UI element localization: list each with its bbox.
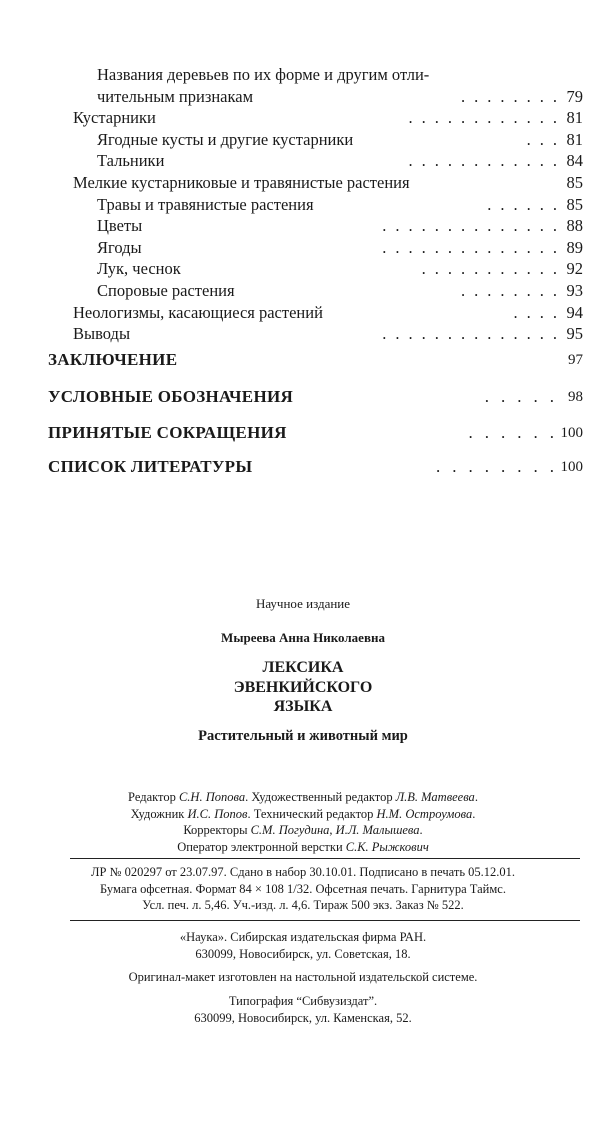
toc-entry-title: Выводы [73, 324, 131, 344]
person-name: Л.В. Матвеева [395, 790, 475, 804]
role-label: . [419, 823, 423, 837]
role-label: Корректоры [183, 823, 251, 837]
toc-entry-title: Цветы [97, 216, 143, 236]
dot-leader: .............. [382, 216, 566, 236]
book-title [0, 658, 606, 717]
divider [70, 858, 580, 859]
dot-leader: ........ [436, 457, 566, 476]
tech-line: ЛР № 020297 от 23.07.97. Сдано в набор 30.10.01. Подписано в печать 05.12.01. [90, 865, 516, 879]
toc-entry [0, 280, 606, 302]
role-label: Художник [130, 806, 188, 821]
toc-entry-title: Мелкие кустарниковые и травянистые растения [73, 172, 410, 192]
toc-page-number: 79 [566, 86, 583, 106]
publisher [0, 929, 606, 962]
toc-page-number: 85 [566, 194, 583, 214]
person-name: С.М. Погудина [250, 823, 330, 837]
toc-entry-title: Тальники [97, 151, 165, 171]
toc-page-number: 81 [566, 108, 583, 128]
toc-entry [0, 129, 606, 151]
toc-section [0, 455, 606, 479]
tech-details [0, 864, 606, 914]
credit-line [0, 822, 606, 839]
toc-page-number: 94 [566, 302, 583, 322]
dot-leader: .............. [382, 324, 566, 344]
toc-entry-title: Травы и травянистые растения [97, 194, 314, 214]
dot-leader: ........ [461, 86, 566, 106]
tech-line: Усл. печ. л. 5,46. Уч.-изд. л. 4,6. Тираж 500 экз. Заказ № 522. [142, 898, 464, 912]
toc-page-number: 92 [566, 259, 583, 279]
toc-entry-title: Споровые растения [97, 280, 235, 300]
toc-entry-title: Названия деревьев по их форме и другим отли- [97, 65, 430, 84]
credit-line [0, 789, 606, 806]
toc-section [0, 385, 606, 409]
person-name: И.С. Попов [187, 806, 248, 821]
person-name: С.Н. Попова [178, 790, 246, 804]
section-title: ПРИНЯТЫЕ СОКРАЩЕНИЯ [48, 423, 287, 442]
role-label: Редактор [128, 790, 179, 804]
toc-entry-title: Кустарники [73, 108, 156, 128]
toc-entry-title: Неологизмы, касающиеся растений [73, 302, 323, 322]
section-page-number: 100 [560, 459, 583, 475]
toc-entry [0, 86, 606, 108]
toc-entry [0, 323, 606, 345]
toc-section [0, 348, 606, 372]
printer-line: Типография “Сибвузиздат”. [228, 994, 378, 1008]
toc-entry [0, 64, 606, 86]
role-label: Оператор электронной верстки [177, 839, 346, 854]
book-subtitle: Растительный и животный мир [198, 728, 408, 744]
credits [0, 789, 606, 855]
person-name: И.Л. Малышева [335, 823, 420, 837]
printer [0, 993, 606, 1026]
dot-leader: ........ [461, 280, 566, 300]
title-line: ЯЗЫКА [273, 698, 333, 715]
section-title: ЗАКЛЮЧЕНИЕ [48, 350, 178, 369]
dot-leader: ...... [468, 423, 566, 442]
dot-leader: ............ [408, 108, 566, 128]
toc-entry [0, 258, 606, 280]
toc-page-number: 89 [566, 237, 583, 257]
role-label: . [472, 806, 476, 821]
toc-entry-title: чительным признакам [97, 86, 254, 106]
section-title: УСЛОВНЫЕ ОБОЗНАЧЕНИЯ [48, 387, 294, 406]
table-of-contents [0, 64, 606, 345]
dot-leader: ...... [487, 194, 566, 214]
toc-entry [0, 172, 606, 194]
toc-page-number: 84 [566, 151, 583, 171]
dot-leader: ... [526, 129, 566, 149]
printer-line: 630099, Новосибирск, ул. Каменская, 52. [194, 1010, 412, 1025]
title-line: ЛЕКСИКА [262, 659, 344, 676]
dot-leader: .... [513, 302, 566, 322]
toc-page-number: 88 [566, 216, 583, 236]
toc-section [0, 421, 606, 445]
section-page-number: 100 [560, 425, 583, 441]
toc-entry [0, 194, 606, 216]
publication-kind: Научное издание [255, 596, 351, 611]
toc-page-number: 85 [566, 172, 583, 192]
toc-entry [0, 302, 606, 324]
section-page-number: 98 [568, 389, 583, 405]
toc-entry [0, 215, 606, 237]
publisher-line: 630099, Новосибирск, ул. Советская, 18. [195, 946, 411, 961]
role-label: . Технический редактор [247, 806, 377, 821]
toc-entry [0, 150, 606, 172]
toc-page-number: 81 [566, 129, 583, 149]
title-line: ЭВЕНКИЙСКОГО [233, 678, 373, 696]
credit-line [0, 839, 606, 856]
toc-page-number: 95 [566, 324, 583, 344]
author-name: Мыреева Анна Николаевна [221, 630, 385, 645]
divider [70, 920, 580, 921]
toc-entry-title: Ягодные кусты и другие кустарники [97, 129, 354, 149]
toc-entry [0, 107, 606, 129]
credit-line [0, 806, 606, 823]
toc-entry [0, 237, 606, 259]
dot-leader: .............. [382, 237, 566, 257]
toc-entry-title: Лук, чеснок [97, 259, 181, 279]
toc-page-number: 93 [566, 280, 583, 300]
section-page-number: 97 [568, 352, 583, 368]
layout-note: Оригинал-макет изготовлен на настольной издательской системе. [128, 970, 478, 984]
section-title: СПИСОК ЛИТЕРАТУРЫ [48, 457, 253, 476]
role-label: . Художественный редактор [245, 790, 396, 804]
publisher-line: «Наука». Сибирская издательская фирма РАН. [179, 930, 427, 944]
person-name: Н.М. Остроумова [376, 806, 473, 821]
dot-leader: ........... [421, 259, 566, 279]
dot-leader: ..... [484, 387, 566, 406]
person-name: С.К. Рыжкович [345, 839, 429, 854]
role-label: . [474, 790, 478, 804]
dot-leader: ............ [408, 151, 566, 171]
role-label: , [329, 823, 336, 837]
tech-line: Бумага офсетная. Формат 84 × 108 1/32. Офсетная печать. Гарнитура Таймс. [100, 881, 506, 896]
toc-entry-title: Ягоды [97, 237, 142, 257]
